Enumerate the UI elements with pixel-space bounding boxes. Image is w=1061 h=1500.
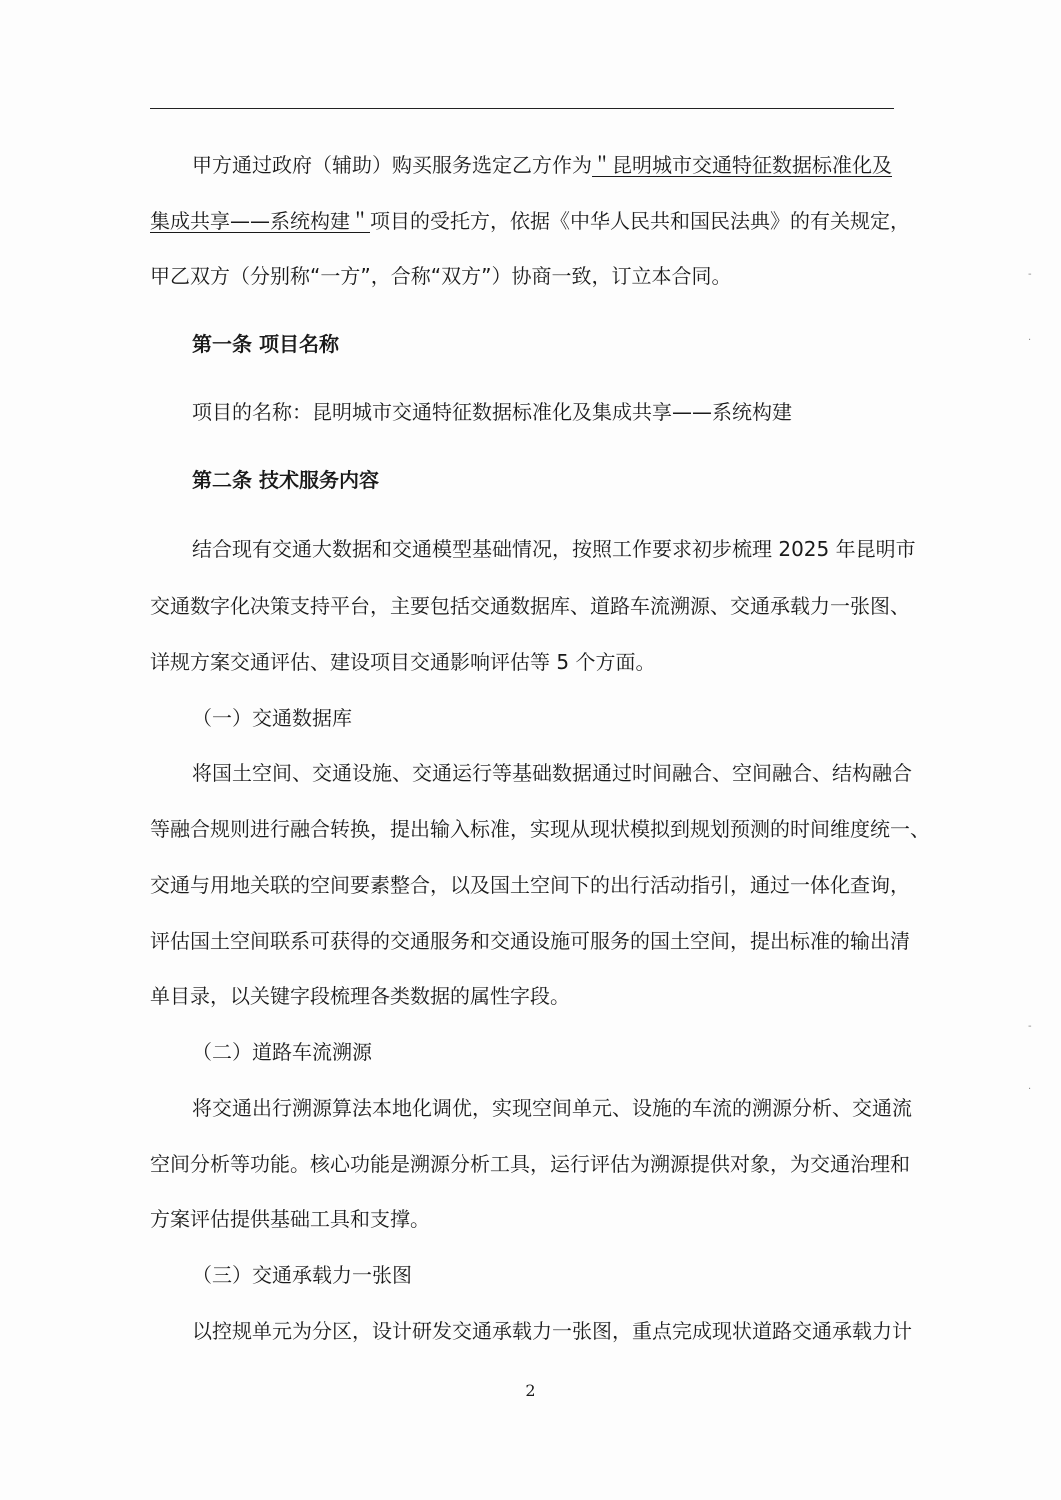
scan-speck: - — [1028, 269, 1032, 280]
intro-line-1-text: 甲方通过政府（辅助）购买服务选定乙方作为 — [192, 153, 592, 177]
article-2-paragraph-line: 结合现有交通大数据和交通模型基础情况，按照工作要求初步梳理 2025 年昆明市 — [192, 537, 916, 561]
article-1-heading: 第一条 项目名称 — [192, 332, 339, 356]
section-2-line: 方案评估提供基础工具和支撑。 — [150, 1207, 430, 1231]
intro-line-3: 甲乙双方（分别称“一方”，合称“双方”）协商一致，订立本合同。 — [150, 264, 732, 288]
section-2-line: 将交通出行溯源算法本地化调优，实现空间单元、设施的车流的溯源分析、交通流 — [192, 1096, 912, 1120]
section-1-line: 交通与用地关联的空间要素整合，以及国土空间下的出行活动指引，通过一体化查询， — [150, 873, 910, 897]
project-name-underlined-end: 集成共享——系统构建＂ — [150, 209, 370, 233]
intro-line-1 — [192, 151, 952, 179]
section-1-line: 将国土空间、交通设施、交通运行等基础数据通过时间融合、空间融合、结构融合 — [192, 761, 912, 785]
section-1-line: 评估国土空间联系可获得的交通服务和交通设施可服务的国土空间，提出标准的输出清 — [150, 929, 910, 953]
scan-speck: · — [1028, 335, 1032, 346]
scan-speck: · — [1028, 1084, 1032, 1095]
project-name-underlined-start: ＂昆明城市交通特征数据标准化及 — [592, 153, 892, 177]
intro-line-2-text: 项目的受托方，依据《中华人民共和国民法典》的有关规定， — [370, 209, 910, 233]
page-number: 2 — [525, 1381, 536, 1400]
section-1-line: 等融合规则进行融合转换，提出输入标准，实现从现状模拟到规划预测的时间维度统一、 — [150, 817, 930, 841]
header-rule — [150, 108, 894, 109]
section-1-title: （一）交通数据库 — [192, 706, 352, 730]
article-2-paragraph-line: 交通数字化决策支持平台，主要包括交通数据库、道路车流溯源、交通承载力一张图、 — [150, 594, 910, 618]
scan-speck: - — [1028, 1021, 1032, 1032]
section-3-title: （三）交通承载力一张图 — [192, 1263, 412, 1287]
section-2-title: （二）道路车流溯源 — [192, 1040, 372, 1064]
section-3-line: 以控规单元为分区，设计研发交通承载力一张图，重点完成现状道路交通承载力计 — [192, 1319, 912, 1343]
intro-line-2 — [150, 207, 910, 235]
section-2-line: 空间分析等功能。核心功能是溯源分析工具，运行评估为溯源提供对象，为交通治理和 — [150, 1152, 910, 1176]
article-2-paragraph-line: 详规方案交通评估、建设项目交通影响评估等 5 个方面。 — [150, 650, 656, 674]
article-2-heading: 第二条 技术服务内容 — [192, 468, 379, 492]
article-1-text: 项目的名称：昆明城市交通特征数据标准化及集成共享——系统构建 — [192, 400, 792, 424]
section-1-line: 单目录，以关键字段梳理各类数据的属性字段。 — [150, 984, 570, 1008]
